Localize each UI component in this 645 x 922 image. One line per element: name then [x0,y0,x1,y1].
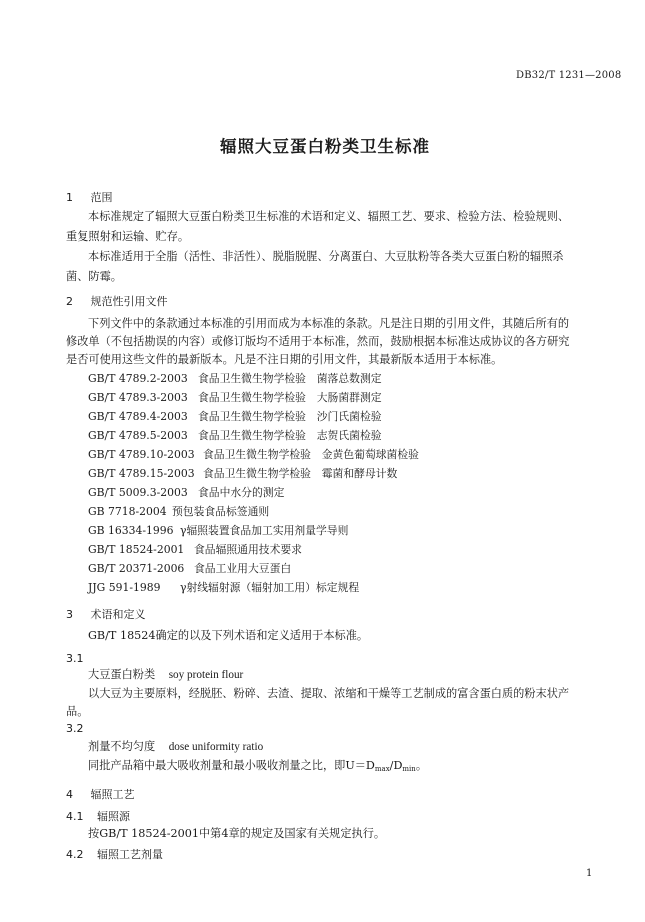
reference-code: JJG 591-1989 [88,581,161,594]
reference-code: GB/T 4789.3-2003 [88,391,188,404]
reference-code: GB 16334-1996 [88,524,174,537]
reference-title: 食品卫生微生物学检验 霉菌和酵母计数 [203,467,398,480]
reference-code: GB 7718-2004 [88,505,167,518]
reference-title: 食品卫生微生物学检验 菌落总数测定 [198,372,382,385]
reference-title: γ射线辐射源（辐射加工用）标定规程 [180,581,360,594]
paragraph-line: 修改单（不包括勘误的内容）或修订版均不适用于本标准，然而，鼓励根据本标准达成协议的各方研究 [66,335,570,348]
section-2-heading [66,293,168,309]
section-title: 辐照工艺剂量 [97,848,163,861]
section-3-heading [66,606,146,622]
subsection-4-1-heading [66,808,130,824]
clause-number: 3.1 [66,652,84,665]
paragraph-line: 重复照射和运输、贮存。 [66,230,190,243]
subscript-min: min [402,765,416,773]
section-1-heading [66,189,113,205]
section-number: 4.1 [66,810,84,823]
reference-title: 食品工业用大豆蛋白 [194,562,292,575]
reference-code: GB/T 4789.5-2003 [88,429,188,442]
section-number: 4 [66,788,73,801]
section-title: 辐照源 [97,810,130,823]
subscript-max: max [374,765,390,773]
reference-title: 食品卫生微生物学检验 志贺氏菌检验 [198,429,382,442]
reference-title: γ辐照装置食品加工实用剂量学导则 [180,524,349,537]
reference-title: 食品中水分的测定 [198,486,285,499]
paragraph-line: 按GB/T 18524-2001中第4章的规定及国家有关规定执行。 [88,827,386,840]
term-name: 剂量不均匀度 [88,740,156,753]
section-title: 范围 [90,191,113,204]
section-number: 1 [66,191,73,204]
section-number: 4.2 [66,848,84,861]
reference-item [88,504,269,519]
reference-item [88,466,397,481]
term-english: soy protein flour [168,669,244,681]
reference-code: GB/T 4789.10-2003 [88,448,195,461]
term-english: dose uniformity ratio [168,741,264,753]
section-number: 3 [66,608,73,621]
paragraph-line: 以大豆为主要原料，经脱胚、粉碎、去渣、提取、浓缩和干燥等工艺制成的富含蛋白质的粉末状产 [88,687,570,700]
reference-title: 食品卫生微生物学检验 沙门氏菌检验 [198,410,382,423]
reference-title: 食品辐照通用技术要求 [194,543,302,556]
paragraph-line: 品。 [66,705,89,718]
clause-number: 3.2 [66,722,84,735]
section-4-heading [66,786,135,802]
document-code: DB32/T 1231—2008 [516,70,622,81]
reference-item [88,428,382,443]
reference-item [88,580,359,595]
reference-title: 食品卫生微生物学检验 金黄色葡萄球菌检验 [203,448,419,461]
reference-code: GB/T 4789.4-2003 [88,410,188,423]
subsection-4-2-heading [66,846,163,862]
term-name: 大豆蛋白粉类 [88,668,156,681]
reference-item [88,447,419,462]
term-line [88,667,243,683]
paragraph-line: 下列文件中的条款通过本标准的引用而成为本标准的条款。凡是注日期的引用文件，其随后所有的 [88,317,570,330]
section-number: 2 [66,295,73,308]
reference-item [88,523,348,538]
reference-item [88,390,382,405]
paragraph-line: GB/T 18524确定的以及下列术语和定义适用于本标准。 [88,629,369,642]
reference-code: GB/T 4789.15-2003 [88,467,195,480]
page-number: 1 [586,868,593,879]
document-title: 辐照大豆蛋白粉类卫生标准 [220,137,430,156]
term-line [88,739,263,755]
reference-code: GB/T 4789.2-2003 [88,372,188,385]
section-title: 辐照工艺 [90,788,135,801]
paragraph-line: 是否可使用这些文件的最新版本。凡是不注日期的引用文件，其最新版本适用于本标准。 [66,353,503,366]
formula-text: /D [389,759,403,772]
formula-line [88,758,427,777]
section-title: 术语和定义 [90,608,146,621]
reference-code: GB/T 18524-2001 [88,543,185,556]
reference-code: GB/T 20371-2006 [88,562,185,575]
formula-text: 。 [415,759,428,772]
reference-item [88,485,284,500]
paragraph-line: 菌、防霉。 [66,270,122,283]
formula-text: 同批产品箱中最大吸收剂量和最小吸收剂量之比，即U＝D [88,759,375,772]
paragraph-line: 本标准适用于全脂（活性、非活性）、脱脂脱腥、分离蛋白、大豆肽粉等各类大豆蛋白粉的辐照杀 [88,250,564,263]
reference-title: 食品卫生微生物学检验 大肠菌群测定 [198,391,382,404]
reference-item [88,371,382,386]
paragraph-line: 本标准规定了辐照大豆蛋白粉类卫生标准的术语和定义、辐照工艺、要求、检验方法、检验规则、 [88,210,570,223]
reference-title: 预包装食品标签通则 [172,505,270,518]
reference-code: GB/T 5009.3-2003 [88,486,188,499]
section-title: 规范性引用文件 [90,295,168,308]
reference-item [88,542,302,557]
reference-item [88,409,382,424]
reference-item [88,561,291,576]
